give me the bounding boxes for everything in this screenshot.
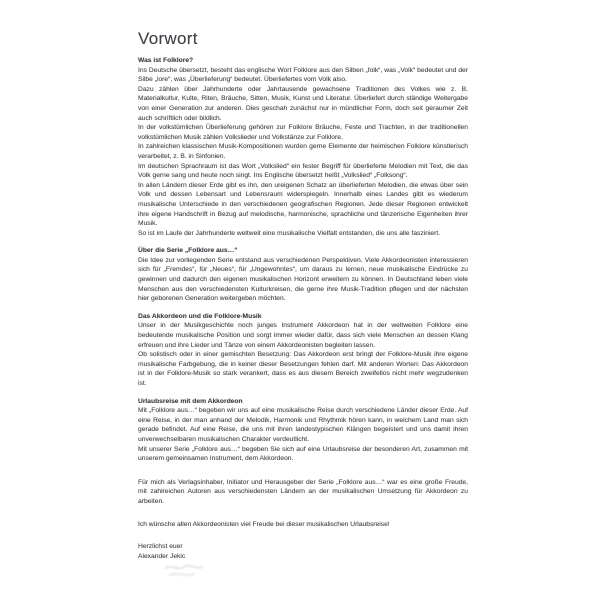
paragraph: In allen Ländern dieser Erde gibt es ihn, den ureigenen Schatz an überlieferten Melodien, die etwas über sein Volk und dessen Lebensart und Lebensraum widerspiegeln. Innerhalb eines Landes gibt es wiederum musikalische Unterschiede in den verschiedenen geografischen Regionen. Jede dieser Regionen entwickelt ihre eigene Handschrift in Bezug auf melodische, harmonische, sprachliche und tänzerische Eigenheiten ihrer Musik. bbox=[138, 181, 468, 228]
section-heading: Über die Serie „Folklore aus…“ bbox=[138, 247, 238, 255]
signature-smudge bbox=[156, 562, 220, 582]
section-akkordeon-folklore-musik bbox=[138, 312, 468, 389]
paragraph: Mit „Folklore aus…“ begeben wir uns auf eine musikalische Reise durch verschiedene Länder dieser Erde. Auf eine Reise, in der man anhand der Melodik, Harmonik und Rhythmik hören kann, in welchem Land man sich gerade befindet. Auf eine Reise, die uns mit ihren landestypischen Klängen begeistert und uns damit ihren unverwechselbaren musikalischen Charakter verdeutlicht. bbox=[138, 407, 468, 443]
closing-paragraph: Für mich als Verlagsinhaber, Initiator und Herausgeber der Serie „Folklore aus…“ war es eine große Freude, mit zahlreichen Autoren aus verschiedensten Ländern an der musikalischen Umsetzung für Akkordeon zu arbeiten. bbox=[138, 478, 468, 505]
section-heading: Das Akkordeon und die Folklore-Musik bbox=[138, 312, 262, 320]
paragraph: So ist im Laufe der Jahrhunderte weltweit eine musikalische Vielfalt entstanden, die uns alle fasziniert. bbox=[138, 229, 441, 237]
paragraph: In zahlreichen klassischen Musik-Kompositionen wurden gerne Elemente der heimischen Folklore künstlerisch verarbeitet, z. B. in Sinfonien. bbox=[138, 143, 468, 160]
section-was-ist-folklore bbox=[138, 56, 468, 238]
page-title: Vorwort bbox=[138, 29, 198, 48]
paragraph: Unser in der Musikgeschichte noch junges Instrument Akkordeon hat in der weltweiten Folklore eine bedeutende musikalische Position und sorgt immer wieder dafür, dass sich viele Menschen an dessen Klang erfreuen und ihre Lieder und Tänze von einem Akkordeonisten begleiten lassen. bbox=[138, 322, 468, 349]
paragraph: Ins Deutsche übersetzt, besteht das englische Wort Folklore aus den Silben „folk“, was „Volk“ bedeutet und der Silbe „lore“, was „Überlieferung“ bedeutet. Überliefertes vom Volk also. bbox=[138, 66, 468, 84]
signoff bbox=[138, 542, 468, 561]
paragraph: In der volkstümlichen Überlieferung gehören zur Folklore Bräuche, Feste und Trachten, in der traditionellen volkstümlichen Musik zählen Volkslieder und Volkstänze zur Folklore. bbox=[138, 124, 468, 141]
page-content bbox=[138, 28, 468, 561]
section-heading: Was ist Folklore? bbox=[138, 57, 194, 64]
signoff-name: Alexander Jekic bbox=[138, 552, 186, 560]
closing-paragraph: Ich wünsche allen Akkordeonisten viel Freude bei dieser musikalischen Urlaubsreise! bbox=[138, 520, 390, 528]
paragraph: Die Idee zur vorliegenden Serie entstand aus verschiedenen Perspektiven. Viele Akkordeonisten interessieren sich für „Fremdes“, für „Neues“, für „Ungewohntes“, um daraus zu lernen, neue musikalische Eindrücke zu gewinnen und dadurch den eigenen musikalischen Horizont erweitern zu können. In Deutschland leben viele Menschen aus den verschiedensten Kulturkreisen, die gerne ihre Musik-Tradition pflegen und der nächsten hier geborenen Generation weitergeben möchten. bbox=[138, 256, 468, 303]
paragraph: Im deutschen Sprachraum ist das Wort „Volkslied“ ein fester Begriff für überlieferte Melodien mit Text, die das Volk gerne sang und heute noch singt. Ins Englische übersetzt heißt „Volkslied“ „Folksong“. bbox=[138, 162, 468, 180]
paragraph: Ob solistisch oder in einer gemischten Besetzung: Das Akkordeon erst bringt der Folklore-Musik ihre eigene musikalische Farbgebung, die in keiner dieser Besetzungen fehlen darf. Mit anderen Worten: Das Akkordeon ist in der Folklore-Musik so stark verankert, dass es aus diesem Bereich zweifellos nicht mehr wegzudenken ist. bbox=[138, 351, 468, 387]
section-ueber-die-serie bbox=[138, 246, 468, 304]
paragraph: Dazu zählen über Jahrhunderte oder Jahrtausende gewachsene Traditionen des Volkes wie z. B. Materialkultur, Kulte, Riten, Bräuche, Sitten, Musik, Kunst und Literatur. Überliefert durch ständige Weitergabe von einer Generation zur anderen. Dies geschah zunächst nur in mündlicher Form, doch seit geraumer Zeit auch schriftlich oder bildlich. bbox=[138, 85, 468, 122]
paragraph: Mit unserer Serie „Folklore aus…“ begeben Sie sich auf eine Urlaubsreise der besonderen Art, zusammen mit unserem gemeinsamen Instrument, dem Akkordeon. bbox=[138, 445, 468, 463]
section-heading: Urlaubsreise mit dem Akkordeon bbox=[138, 397, 243, 405]
section-urlaubsreise bbox=[138, 397, 468, 464]
signoff-salutation: Herzlichst euer bbox=[138, 543, 183, 551]
